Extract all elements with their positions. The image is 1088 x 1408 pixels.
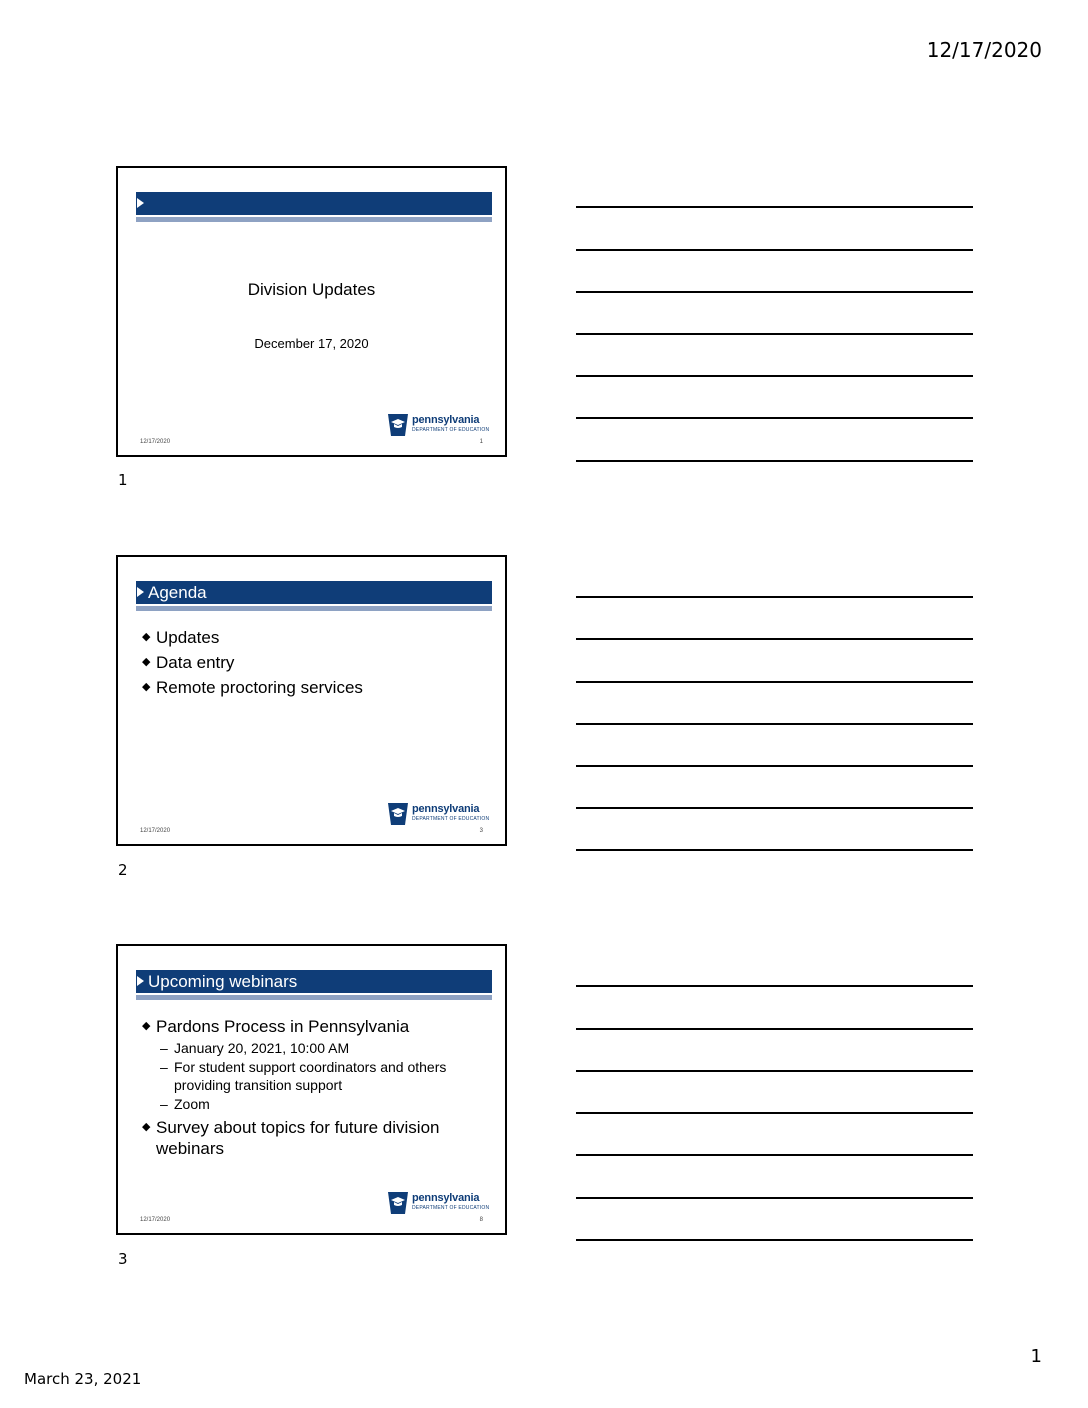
pennsylvania-logo [387,802,490,826]
bullet-item [140,1117,490,1159]
bullet-text: Updates [156,628,220,647]
bullet-list [140,1016,490,1163]
sub-bullet [140,1095,490,1113]
logo-dept: DEPARTMENT OF EDUCATION [412,816,490,822]
note-line [576,1028,973,1030]
page-number: 1 [1030,1346,1042,1367]
slide-footer-date: 12/17/2020 [140,439,171,445]
note-line [576,849,973,851]
note-line [576,206,973,208]
slide-index: 3 [118,1250,128,1268]
note-line [576,1197,973,1199]
slide-date: December 17, 2020 [254,336,369,351]
note-line [576,333,973,335]
keystone-icon [387,1191,409,1215]
note-line [576,1112,973,1114]
slide-footer-date: 12/17/2020 [140,828,171,834]
logo-wordmark: pennsylvania [412,1192,480,1204]
note-line [576,291,973,293]
pennsylvania-logo [387,1191,490,1215]
note-line [576,596,973,598]
slide-footer-number: 3 [479,828,483,834]
logo-wordmark: pennsylvania [412,803,480,815]
note-line [576,1239,973,1241]
sub-bullet [140,1039,490,1057]
print-date: March 23, 2021 [24,1370,142,1388]
slide-index: 1 [118,471,128,489]
slide-footer-number: 8 [479,1217,483,1223]
note-line [576,681,973,683]
note-line [576,375,973,377]
title-underline [136,606,492,611]
title-underline [136,995,492,1000]
logo-wordmark: pennsylvania [412,414,480,426]
slide-title-bar [136,970,492,993]
sub-bullet-text: For student support coordinators and others providing transition support [174,1059,447,1093]
note-line [576,807,973,809]
bullet-list [140,627,490,702]
note-line [576,1070,973,1072]
note-line [576,460,973,462]
arrow-icon [137,587,144,597]
slide-3 [116,944,507,1235]
bullet-item [140,1016,490,1037]
note-line [576,1154,973,1156]
arrow-icon [137,198,144,208]
bullet-item [140,652,490,673]
slide-main-title: Division Updates [247,280,376,299]
pennsylvania-logo [387,413,490,437]
bullet-text: Remote proctoring services [156,678,363,697]
sub-bullet-text: January 20, 2021, 10:00 AM [174,1040,350,1056]
logo-dept: DEPARTMENT OF EDUCATION [412,427,490,433]
slide-footer-date: 12/17/2020 [140,1217,171,1223]
keystone-icon [387,802,409,826]
note-line [576,249,973,251]
bullet-icon: ◆ [142,1121,151,1133]
slide-footer-number: 1 [479,439,483,445]
bullet-icon: ◆ [142,656,151,668]
arrow-icon [137,976,144,986]
keystone-icon [387,413,409,437]
note-line [576,765,973,767]
bullet-icon: ◆ [142,681,151,693]
note-line [576,985,973,987]
dash-icon: – [160,1096,168,1112]
bullet-item [140,627,490,648]
slide-2 [116,555,507,846]
bullet-item [140,677,490,698]
bullet-text: Pardons Process in Pennsylvania [156,1017,410,1036]
sub-bullet [140,1058,490,1094]
note-line [576,638,973,640]
slide-1 [116,166,507,457]
bullet-text: Data entry [156,653,235,672]
slide-title: Upcoming webinars [148,972,298,991]
slide-title-bar [136,192,492,215]
logo-dept: DEPARTMENT OF EDUCATION [412,1205,490,1211]
bullet-icon: ◆ [142,631,151,643]
slide-title: Agenda [148,583,207,602]
header-date: 12/17/2020 [926,38,1042,62]
bullet-icon: ◆ [142,1020,151,1032]
dash-icon: – [160,1059,168,1075]
slide-index: 2 [118,861,128,879]
note-line [576,723,973,725]
bullet-text: Survey about topics for future division webinars [156,1118,440,1158]
title-underline [136,217,492,222]
sub-bullet-text: Zoom [174,1096,210,1112]
dash-icon: – [160,1040,168,1056]
note-line [576,417,973,419]
slide-title-bar [136,581,492,604]
